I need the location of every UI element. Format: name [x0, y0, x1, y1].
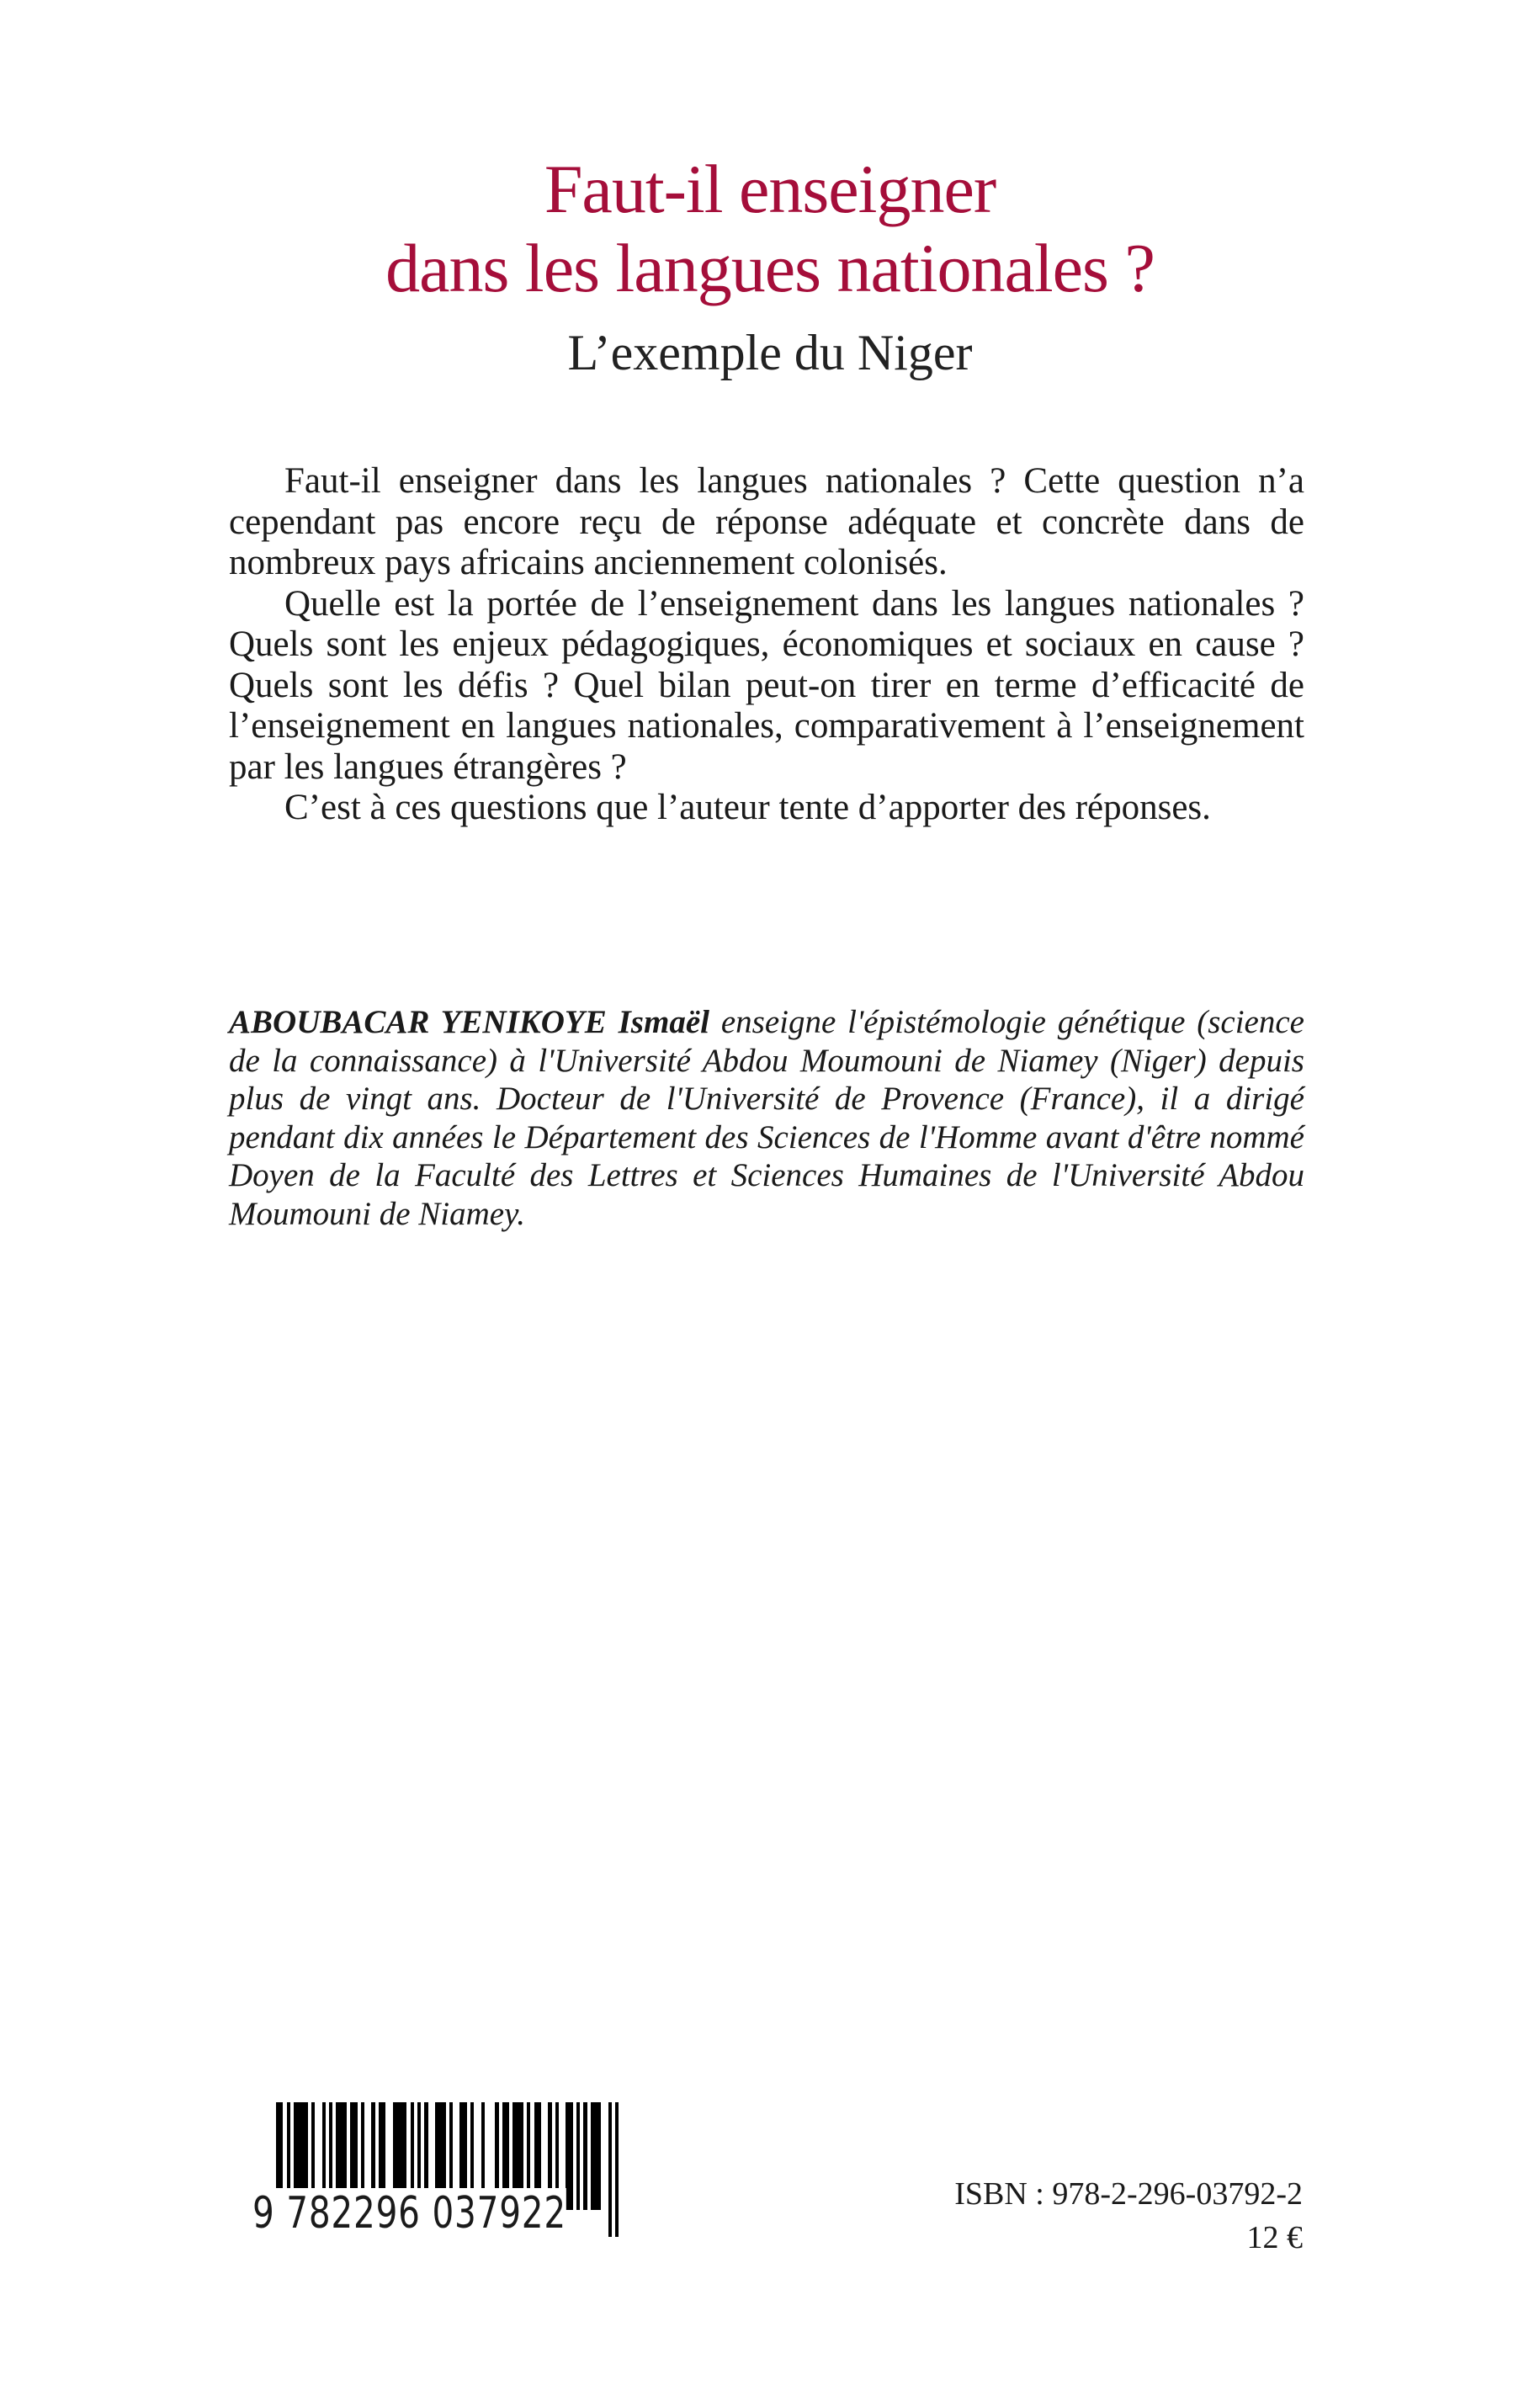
book-title	[0, 150, 1540, 308]
barcode-bar	[608, 2102, 612, 2237]
blurb-paragraph: Faut-il enseigner dans les langues nationales ? Cette question n’a cependant pas encore reçu de réponse adéquate et concrète dans de nombreux pays africains anciennement colonisés.	[229, 461, 1304, 582]
blurb-paragraph: Quelle est la portée de l’enseignement dans les langues nationales ? Quels sont les enjeux pédagogiques, économiques et sociaux en cause ? Quels sont les défis ? Quel bilan peut-on tirer en terme d’efficacité de l’enseignement en langues nationales, comparativement à l’enseignement par les langues étrangères ?	[229, 583, 1304, 787]
book-subtitle: L’exemple du Niger	[567, 325, 973, 380]
title-line-2: dans les langues nationales ?	[385, 230, 1155, 306]
author-bio	[229, 1003, 1304, 1233]
price: 12 €	[1246, 2220, 1303, 2255]
barcode-bar	[591, 2102, 602, 2210]
author-bio-text: enseigne l'épistémologie génétique (science de la connaissance) à l'Université Abdou Moumouni de Niamey (Niger) depuis plus de vingt ans. Docteur de l'Université de Provence (France), il a dirigé pendant dix années le Département des Sciences de l'Homme avant d'être nommé Doyen de la Faculté des Lettres et Sciences Humaines de l'Université Abdou Moumouni de Niamey.	[229, 1004, 1304, 1232]
barcode-bar	[615, 2102, 619, 2237]
author-name: ABOUBACAR YENIKOYE Ismaël	[229, 1004, 709, 1040]
blurb-paragraph: C’est à ces questions que l’auteur tente d’apporter des réponses.	[284, 788, 1211, 827]
barcode-bar	[576, 2102, 580, 2210]
barcode-bar	[583, 2102, 587, 2210]
barcode-bar	[566, 2102, 572, 2210]
barcode-digits	[252, 2188, 566, 2239]
isbn: ISBN : 978-2-296-03792-2	[954, 2176, 1303, 2212]
title-line-1: Faut-il enseigner	[544, 151, 996, 227]
blurb	[229, 461, 1304, 829]
barcode-digits-text: 9 782296 037922	[252, 2188, 566, 2239]
